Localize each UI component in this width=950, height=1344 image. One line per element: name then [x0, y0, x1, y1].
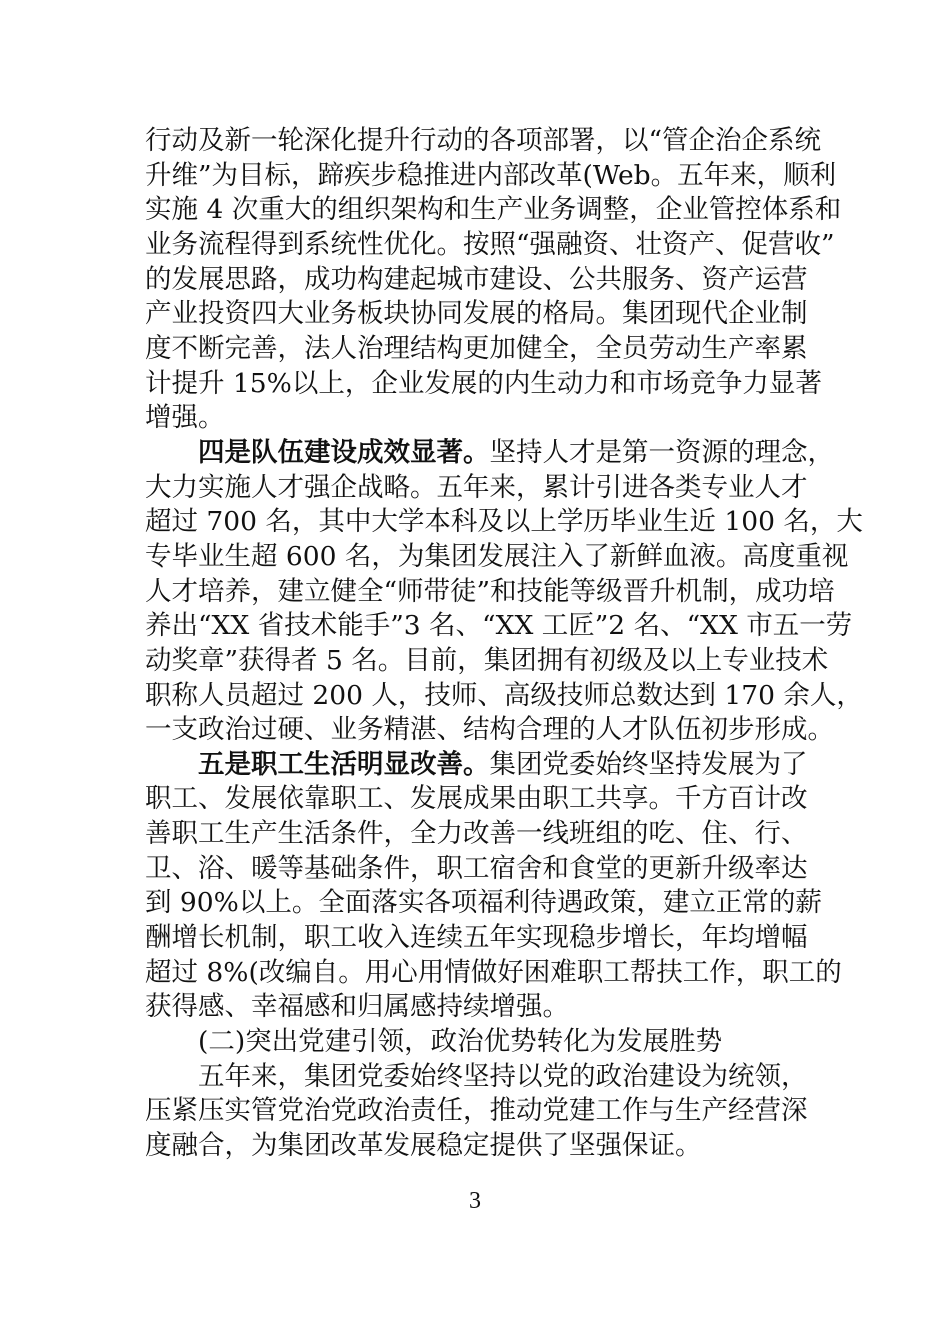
- text-line: 专毕业生超 600 名，为集团发展注入了新鲜血液。高度重视: [145, 540, 849, 572]
- text-line: 一支政治过硬、业务精湛、结构合理的人才队伍初步形成。: [145, 714, 834, 746]
- text-line: 养出“XX 省技术能手”3 名、“XX 工匠”2 名、“XX 市五一劳: [145, 610, 853, 642]
- text-line: 酬增长机制，职工收入连续五年实现稳步增长，年均增幅: [145, 922, 808, 954]
- text-line: 升维”为目标，蹄疾步稳推进内部改革(Web。五年来，顺利: [145, 159, 837, 191]
- text-line: 大力实施人才强企战略。五年来，累计引进各类专业人才: [145, 471, 808, 503]
- section-heading: (二)突出党建引领，政治优势转化为发展胜势: [198, 1026, 723, 1058]
- paragraph-heading-team-building: 四是队伍建设成效显著。: [198, 436, 490, 468]
- text-line: 获得感、幸福感和归属感持续增强。: [145, 991, 569, 1023]
- text-run: 坚持人才是第一资源的理念，: [489, 436, 834, 468]
- text-line: 职称人员超过 200 人，技师、高级技师总数达到 170 余人，: [145, 679, 863, 711]
- text-line: 的发展思路，成功构建起城市建设、公共服务、资产运营: [145, 263, 808, 295]
- text-line: 善职工生产生活条件，全力改善一线班组的吃、住、行、: [145, 818, 808, 850]
- text-line: 度融合，为集团改革发展稳定提供了坚强保证。: [145, 1130, 702, 1162]
- text-line: 超过 8%(改编自。用心用情做好困难职工帮扶工作，职工的: [145, 956, 842, 988]
- page-number: 3: [469, 1188, 481, 1214]
- body-text: [145, 124, 863, 1164]
- text-line: 到 90%以上。全面落实各项福利待遇政策，建立正常的薪: [145, 887, 822, 919]
- text-line: 实施 4 次重大的组织架构和生产业务调整，企业管控体系和: [145, 194, 842, 226]
- text-run: 集团党委始终坚持发展为了: [489, 748, 808, 780]
- text-line: 职工、发展依靠职工、发展成果由职工共享。千方百计改: [145, 783, 808, 815]
- text-line: 超过 700 名，其中大学本科及以上学历毕业生近 100 名，大: [145, 506, 863, 538]
- text-line: 压紧压实管党治党政治责任，推动党建工作与生产经营深: [145, 1095, 808, 1127]
- text-line: 业务流程得到系统性优化。按照“强融资、壮资产、促营收”: [145, 228, 835, 260]
- text-line: 人才培养，建立健全“师带徒”和技能等级晋升机制，成功培: [145, 575, 835, 607]
- paragraph-first-line: [145, 748, 835, 783]
- paragraph-heading-employee-life: 五是职工生活明显改善。: [198, 748, 490, 780]
- text-line: 增强。: [145, 402, 225, 434]
- text-line: 动奖章”获得者 5 名。目前，集团拥有初级及以上专业技术: [145, 644, 829, 676]
- paragraph-first-line: [145, 436, 835, 471]
- text-line: 卫、浴、暖等基础条件，职工宿舍和食堂的更新升级率达: [145, 852, 808, 884]
- text-line: 计提升 15%以上，企业发展的内生动力和市场竞争力显著: [145, 367, 822, 399]
- text-line: 度不断完善，法人治理结构更加健全，全员劳动生产率累: [145, 332, 808, 364]
- paragraph-first-line: 五年来，集团党委始终坚持以党的政治建设为统领，: [198, 1060, 808, 1092]
- text-line: 行动及新一轮深化提升行动的各项部署，以“管企治企系统: [145, 125, 822, 156]
- text-line: 产业投资四大业务板块协同发展的格局。集团现代企业制: [145, 298, 808, 330]
